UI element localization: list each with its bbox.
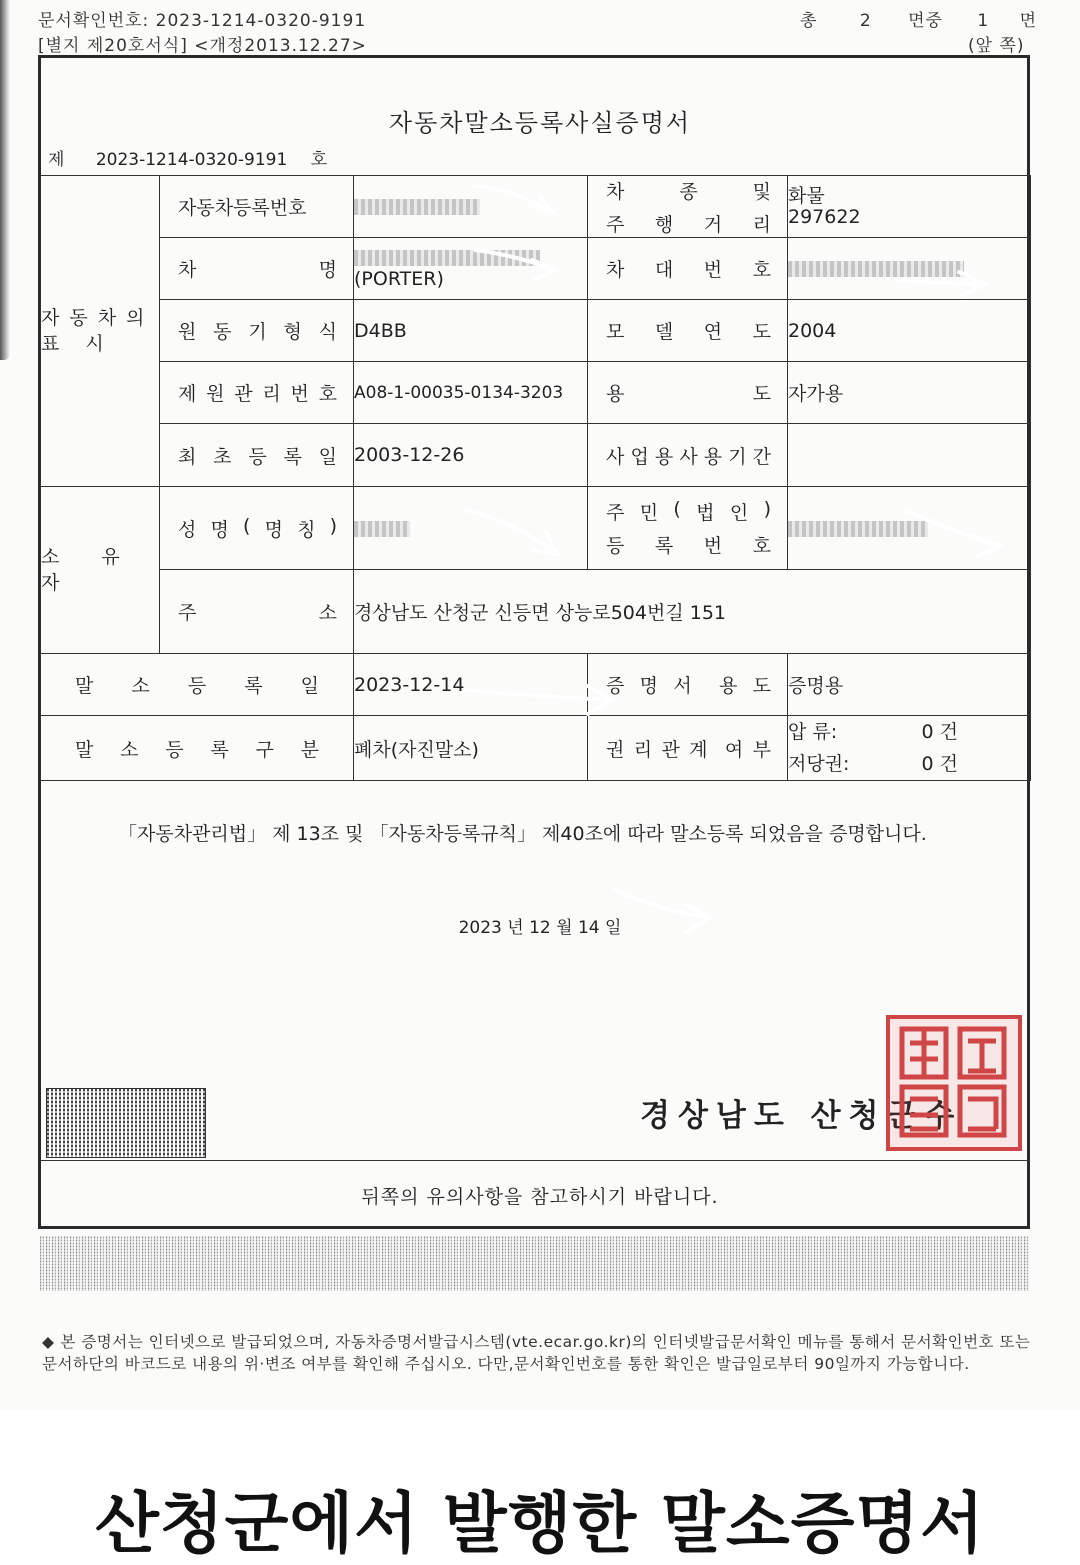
address-label: 주 소 xyxy=(160,570,354,654)
business-period-label: 사 업 용 사 용 기 간 xyxy=(588,424,788,487)
security-pattern xyxy=(40,1236,1030,1291)
business-period-value xyxy=(788,424,1031,487)
cert-use-value: 증명용 xyxy=(788,654,1031,716)
doc-no-value: 2023-1214-0320-9191 xyxy=(95,150,288,170)
seizure-row xyxy=(788,716,958,748)
redacted-reg-no xyxy=(354,199,480,215)
current-page: 1 xyxy=(977,11,990,31)
mileage-value: 297622 xyxy=(788,205,861,228)
dereg-type-label: 말 소 등 록 구 분 xyxy=(41,716,354,781)
official-seal xyxy=(886,1015,1022,1151)
type-mileage-value xyxy=(788,176,1031,238)
arrow-annotation-icon xyxy=(470,240,570,290)
reg-no-label-text: 자동차등록번호 xyxy=(178,197,307,219)
page-side: (앞 쪽) xyxy=(968,36,1025,56)
car-name-line2: (PORTER) xyxy=(354,267,444,290)
seizure-label: 압 류: xyxy=(788,721,838,743)
owner-section-label: 소 유 자 xyxy=(41,487,160,654)
use-value: 자가용 xyxy=(788,362,1031,424)
diamond-bullet-icon: ◆ xyxy=(42,1333,55,1351)
issuer-name: 경상남도 산청군수 xyxy=(640,1098,963,1134)
reg-no-label xyxy=(160,176,354,238)
model-year-value: 2004 xyxy=(788,300,1031,362)
image-caption: 산청군에서 발행한 말소증명서 xyxy=(95,1485,985,1562)
doc-check-label: 문서확인번호: xyxy=(38,11,150,31)
notice-separator xyxy=(40,1160,1030,1161)
spec-label: 제 원 관 리 번 호 xyxy=(160,362,354,424)
arrow-annotation-icon xyxy=(460,500,570,570)
issue-date: 2023 년 12 월 14 일 xyxy=(458,918,622,938)
page-end: 면 xyxy=(1019,11,1038,31)
spec-value: A08-1-00035-0134-3203 xyxy=(354,362,588,424)
redacted-owner-name xyxy=(354,521,410,537)
car-name-label: 차 명 xyxy=(160,238,354,300)
engine-value: D4BB xyxy=(354,300,588,362)
rights-value xyxy=(788,716,1031,781)
use-label: 용 도 xyxy=(588,362,788,424)
owner-name-label: 성 명 ( 명 칭 ) xyxy=(160,487,354,570)
footnote xyxy=(42,1331,1032,1375)
address-value: 경상남도 산청군 신등면 상능로504번길 151 xyxy=(354,570,1031,654)
first-reg-label: 최 초 등 록 일 xyxy=(160,424,354,487)
page-mid: 면중 xyxy=(908,11,943,31)
vehicle-type-value: 화물 xyxy=(788,184,825,207)
doc-check-value: 2023-1214-0320-9191 xyxy=(155,11,367,31)
dereg-date-value: 2023-12-14 xyxy=(354,654,588,716)
cert-use-label: 증 명 서 용 도 xyxy=(588,654,788,716)
type-label-line1: 차 종 및 xyxy=(606,180,771,203)
document-title: 자동차말소등록사실증명서 xyxy=(388,109,692,137)
rights-label: 권 리 관 계 여 부 xyxy=(588,716,788,781)
form-number: [별지 제20호서식] <개정2013.12.27> xyxy=(38,36,367,56)
arrow-annotation-icon xyxy=(895,240,995,300)
arrow-annotation-icon xyxy=(900,500,1010,560)
document-number xyxy=(48,145,327,170)
doc-no-suffix: 호 xyxy=(310,150,328,170)
document-barcode xyxy=(46,1088,206,1158)
mortgage-value: 0 건 xyxy=(921,753,958,775)
vin-label: 차 대 번 호 xyxy=(588,238,788,300)
seal-glyphs xyxy=(890,1019,1018,1147)
doc-check-number xyxy=(38,6,366,31)
owner-id-label: 주 민 ( 법 인 ) 등 록 번 호 xyxy=(588,487,788,570)
arrow-annotation-icon xyxy=(610,880,720,940)
type-label-line2: 주 행 거 리 xyxy=(606,213,771,236)
back-page-notice: 뒤쪽의 유의사항을 참고하시기 바랍니다. xyxy=(361,1186,719,1208)
total-pages: 2 xyxy=(859,11,872,31)
model-year-label: 모 델 연 도 xyxy=(588,300,788,362)
footnote-text: 본 증명서는 인터넷으로 발급되었으며, 자동차증명서발급시스템(vte.ecar.go.kr)의 인터넷발급문서확인 메뉴를 통해서 문서확인번호 또는 문서하단의 바코드로 내용의 위·변조 여부를 확인해 주십시오. 다만,문서확인번호를 통한 확인은 발급일로부터 90일까지 가능합니다. xyxy=(42,1333,1031,1373)
mortgage-label: 저당권: xyxy=(788,753,850,775)
engine-label: 원 동 기 형 식 xyxy=(160,300,354,362)
seizure-value: 0 건 xyxy=(921,721,958,743)
page-count xyxy=(800,6,1037,31)
total-label: 총 xyxy=(800,11,818,31)
arrow-annotation-icon xyxy=(460,670,630,730)
scan-edge-shadow xyxy=(0,0,10,360)
type-mileage-label xyxy=(588,176,788,238)
dereg-date-label: 말 소 등 록 일 xyxy=(41,654,354,716)
mortgage-row xyxy=(788,748,958,780)
vehicle-section-label: 자동차의 표 시 xyxy=(41,176,160,487)
certification-statement: 「자동차관리법」 제 13조 및 「자동차등록규칙」 제40조에 따라 말소등록 되었음을 증명합니다. xyxy=(118,823,927,845)
dereg-type-value: 폐차(자진말소) xyxy=(354,716,588,781)
arrow-annotation-icon xyxy=(470,176,570,236)
doc-no-prefix: 제 xyxy=(48,150,65,170)
first-reg-value: 2003-12-26 xyxy=(354,424,588,487)
